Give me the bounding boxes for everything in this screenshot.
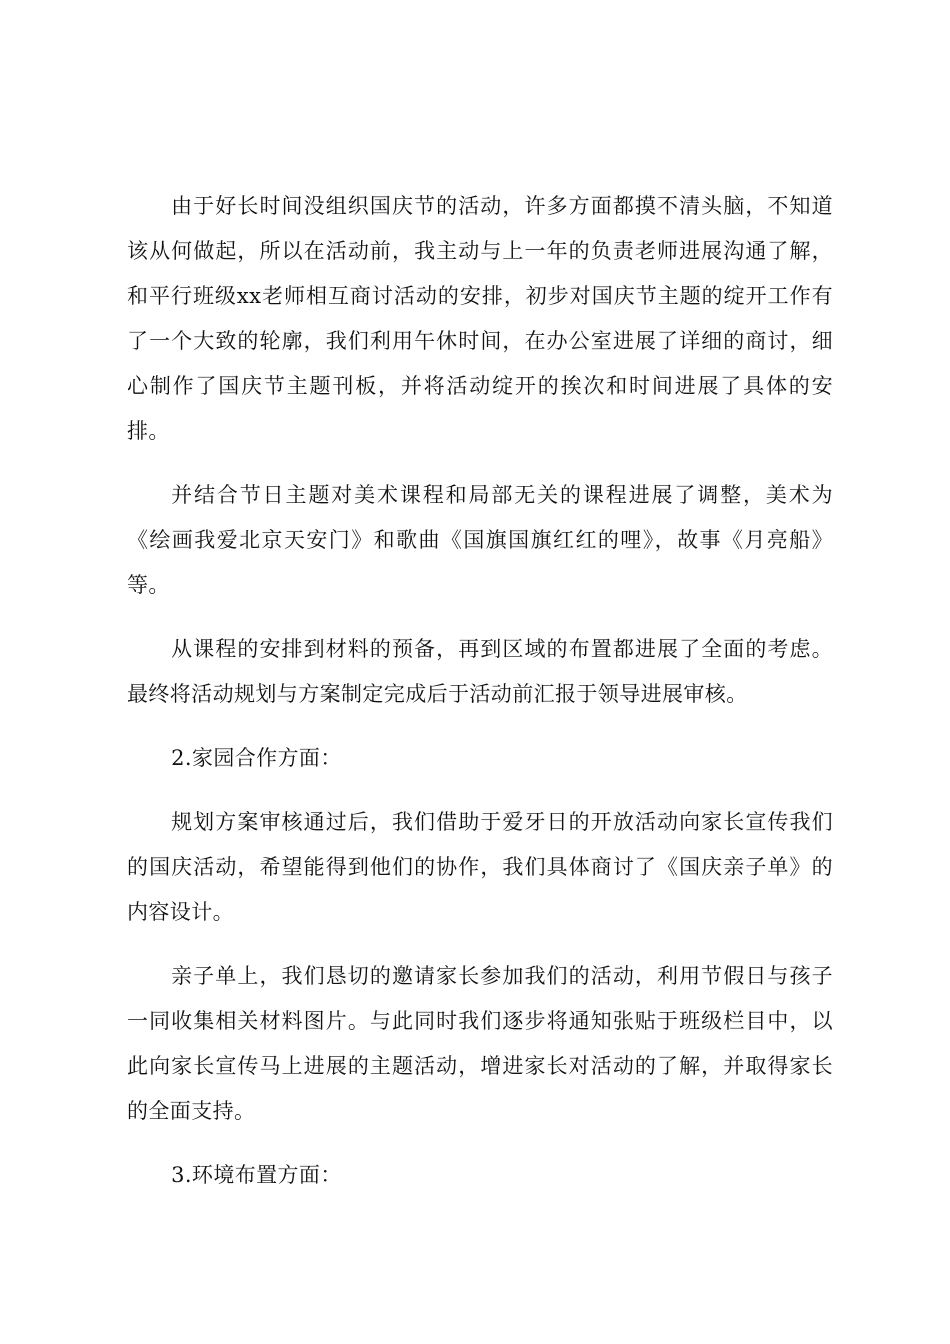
- section-heading-environment: 3.环境布置方面：: [171, 1163, 342, 1187]
- paragraph-3: 从课程的安排到材料的预备，再到区域的布置都进展了全面的考虑。最终将活动规划与方案制定完成后于活动前汇报于领导进展审核。: [127, 637, 833, 706]
- document-body: [127, 184, 833, 1217]
- paragraph-4: 规划方案审核通过后，我们借助于爱牙日的开放活动向家长宣传我们的国庆活动，希望能得到他们的协作，我们具体商讨了《国庆亲子单》的内容设计。: [127, 810, 833, 924]
- paragraph-5: 亲子单上，我们恳切的邀请家长参加我们的活动，利用节假日与孩子一同收集相关材料图片。与此同时我们逐步将通知张贴于班级栏目中，以此向家长宣传马上进展的主题活动，增进家长对活动的了解，并取得家长的全面支持。: [127, 964, 833, 1123]
- paragraph-1: 由于好长时间没组织国庆节的活动，许多方面都摸不清头脑，不知道该从何做起，所以在活动前，我主动与上一年的负责老师进展沟通了解，和平行班级xx老师相互商讨活动的安排，初步对国庆节主题的绽开工作有了一个大致的轮廓，我们利用午休时间，在办公室进展了详细的商讨，细心制作了国庆节主题刊板，并将活动绽开的挨次和时间进展了具体的安排。: [127, 194, 833, 443]
- section-heading-home-school: 2.家园合作方面：: [171, 746, 342, 770]
- paragraph-2: 并结合节日主题对美术课程和局部无关的课程进展了调整，美术为《绘画我爱北京天安门》和歌曲《国旗国旗红红的哩》，故事《月亮船》等。: [127, 483, 833, 597]
